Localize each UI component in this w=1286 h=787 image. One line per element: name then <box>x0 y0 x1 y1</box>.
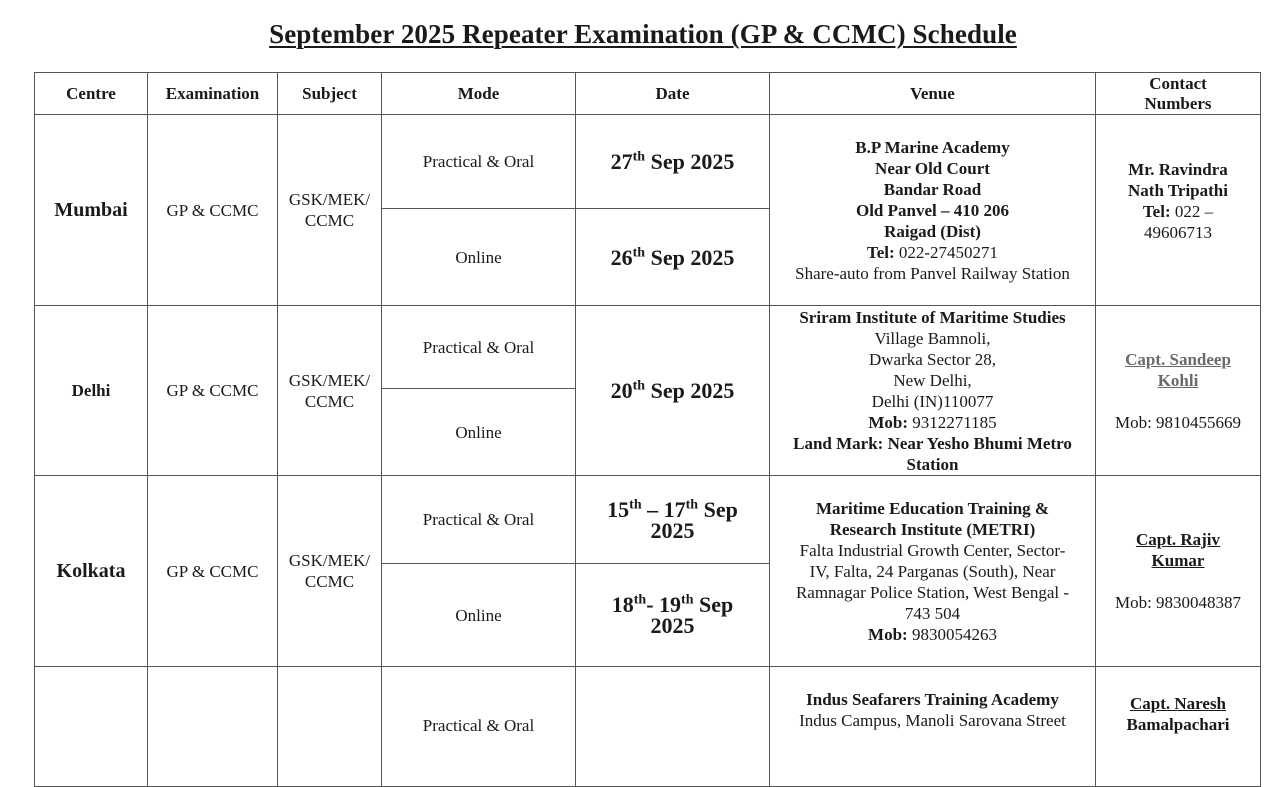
centre-cell: Kolkata <box>35 476 148 667</box>
venue-cell <box>770 115 1096 306</box>
header-mode: Mode <box>382 73 576 115</box>
venue-line: Research Institute (METRI) <box>829 519 1036 539</box>
date-suffix: th <box>685 497 699 513</box>
venue-cell <box>770 306 1096 476</box>
table-row-mumbai-1 <box>35 115 1261 209</box>
date-suffix: th <box>632 378 646 394</box>
date-rest: Sep 2025 <box>645 244 735 270</box>
venue-mob <box>774 412 1091 433</box>
contact-name: Mr. Ravindra <box>1128 160 1228 179</box>
examination-cell: GP & CCMC <box>148 476 278 667</box>
date-day: 15 <box>607 496 630 522</box>
date-cell <box>576 476 770 564</box>
mode-cell: Practical & Oral <box>382 667 576 787</box>
date-year: 2025 <box>650 517 695 543</box>
mode-cell: Online <box>382 209 576 306</box>
contact-cell <box>1096 306 1261 476</box>
mode-cell: Practical & Oral <box>382 115 576 209</box>
contact-mob: Mob: 9830048387 <box>1114 593 1242 612</box>
subject-line: GSK/MEK/ <box>288 370 371 390</box>
centre-cell: Mumbai <box>35 115 148 306</box>
date-suffix: th <box>632 149 646 165</box>
date-line <box>580 594 765 615</box>
header-venue: Venue <box>770 73 1096 115</box>
venue-line: Indus Seafarers Training Academy <box>806 690 1059 709</box>
venue-line: Delhi (IN)110077 <box>871 391 994 411</box>
date-range: - 19 <box>646 592 682 617</box>
date-cell <box>576 209 770 306</box>
contact-cell <box>1096 476 1261 667</box>
venue-line: B.P Marine Academy <box>855 137 1010 157</box>
header-subject: Subject <box>278 73 382 115</box>
venue-mob-label: Mob: <box>868 624 908 644</box>
venue-tel <box>774 242 1091 263</box>
venue-line: Station <box>906 454 959 474</box>
venue-line: IV, Falta, 24 Parganas (South), Near <box>809 561 1056 581</box>
subject-line: CCMC <box>304 211 355 230</box>
contact-name: Nath Tripathi <box>1128 181 1228 200</box>
contact-tel-label: Tel: <box>1142 202 1171 221</box>
contact-name: Capt. Rajiv <box>1135 530 1221 549</box>
contact-name: Capt. Sandeep <box>1125 349 1231 369</box>
examination-cell: GP & CCMC <box>148 115 278 306</box>
header-date: Date <box>576 73 770 115</box>
venue-line: Share-auto from Panvel Railway Station <box>795 263 1070 283</box>
date-month: Sep <box>698 496 738 522</box>
header-contact-line1: Contact <box>1149 73 1207 93</box>
header-row <box>35 73 1261 115</box>
contact-spacer <box>1100 571 1256 592</box>
date-year: 2025 <box>650 613 695 638</box>
date-cell <box>576 306 770 476</box>
header-contact <box>1096 73 1261 115</box>
subject-cell <box>278 667 382 787</box>
centre-cell <box>35 667 148 787</box>
mode-cell: Practical & Oral <box>382 476 576 564</box>
venue-mob-value: 9312271185 <box>908 412 997 432</box>
venue-cell <box>770 667 1096 787</box>
venue-line: Maritime Education Training & <box>815 498 1050 518</box>
venue-tel-label: Tel: <box>866 242 895 262</box>
contact-cell <box>1096 115 1261 306</box>
date-day: 26 <box>610 244 633 270</box>
subject-cell <box>278 476 382 667</box>
venue-line: Old Panvel – 410 206 <box>855 200 1009 220</box>
date-day: 27 <box>610 149 633 174</box>
subject-line: CCMC <box>304 391 355 411</box>
venue-line: Sriram Institute of Maritime Studies <box>799 307 1066 327</box>
venue-line: Indus Campus, Manoli Sarovana Street <box>799 711 1066 730</box>
contact-name: Bamalpachari <box>1126 715 1230 734</box>
venue-mob-label: Mob: <box>868 412 909 432</box>
table-row-partial <box>35 667 1261 787</box>
venue-line: Bandar Road <box>883 179 982 199</box>
date-cell <box>576 115 770 209</box>
venue-cell <box>770 476 1096 667</box>
contact-name: Kumar <box>1151 551 1205 570</box>
contact-tel-value: 022 – <box>1170 202 1214 221</box>
venue-mob <box>774 624 1091 645</box>
venue-line: Raigad (Dist) <box>884 221 981 241</box>
mode-cell: Online <box>382 389 576 476</box>
date-suffix: th <box>629 497 642 513</box>
date-suffix: th <box>681 592 694 608</box>
venue-line: Ramnagar Police Station, West Bengal - <box>795 582 1070 602</box>
mode-cell: Practical & Oral <box>382 306 576 389</box>
date-suffix: th <box>633 592 647 608</box>
venue-line: New Delhi, <box>893 370 972 390</box>
venue-line: Land Mark: Near Yesho Bhumi Metro <box>793 433 1072 453</box>
mode-cell: Online <box>382 564 576 667</box>
subject-line: CCMC <box>304 572 355 591</box>
date-range: – 17 <box>641 496 686 522</box>
table-row-kolkata-1 <box>35 476 1261 564</box>
date-cell <box>576 564 770 667</box>
table-row-delhi-1 <box>35 306 1261 389</box>
date-day: 18 <box>611 592 634 617</box>
contact-name: Kohli <box>1157 370 1199 390</box>
centre-cell: Delhi <box>35 306 148 476</box>
contact-mob: Mob: 9810455669 <box>1114 412 1242 432</box>
page-title: September 2025 Repeater Examination (GP & CCMC) Schedule <box>269 19 1017 49</box>
examination-cell: GP & CCMC <box>148 306 278 476</box>
contact-cell <box>1096 667 1261 787</box>
schedule-table <box>34 72 1261 787</box>
contact-tel <box>1100 201 1256 222</box>
subject-cell <box>278 115 382 306</box>
contact-spacer <box>1100 391 1256 412</box>
date-rest: Sep 2025 <box>645 149 735 174</box>
venue-line: Near Old Court <box>875 158 990 178</box>
contact-tel-line2: 49606713 <box>1144 223 1212 242</box>
venue-line: Village Bamnoli, <box>874 328 991 348</box>
venue-mob-value: 9830054263 <box>907 624 997 644</box>
subject-line: GSK/MEK/ <box>288 190 371 209</box>
header-contact-line2: Numbers <box>1144 93 1212 113</box>
date-line <box>580 496 765 522</box>
date-rest: Sep 2025 <box>645 378 735 403</box>
examination-cell <box>148 667 278 787</box>
subject-line: GSK/MEK/ <box>288 551 371 570</box>
subject-cell <box>278 306 382 476</box>
date-suffix: th <box>632 245 646 261</box>
venue-tel-value: 022-27450271 <box>894 242 999 262</box>
venue-line: Dwarka Sector 28, <box>869 349 996 369</box>
venue-line: Falta Industrial Growth Center, Sector- <box>799 540 1066 560</box>
venue-line: 743 504 <box>904 603 961 623</box>
header-examination: Examination <box>148 73 278 115</box>
header-centre: Centre <box>35 73 148 115</box>
date-month: Sep <box>693 592 734 617</box>
date-cell <box>576 667 770 787</box>
date-day: 20 <box>610 378 633 403</box>
contact-name: Capt. Naresh <box>1129 694 1227 713</box>
